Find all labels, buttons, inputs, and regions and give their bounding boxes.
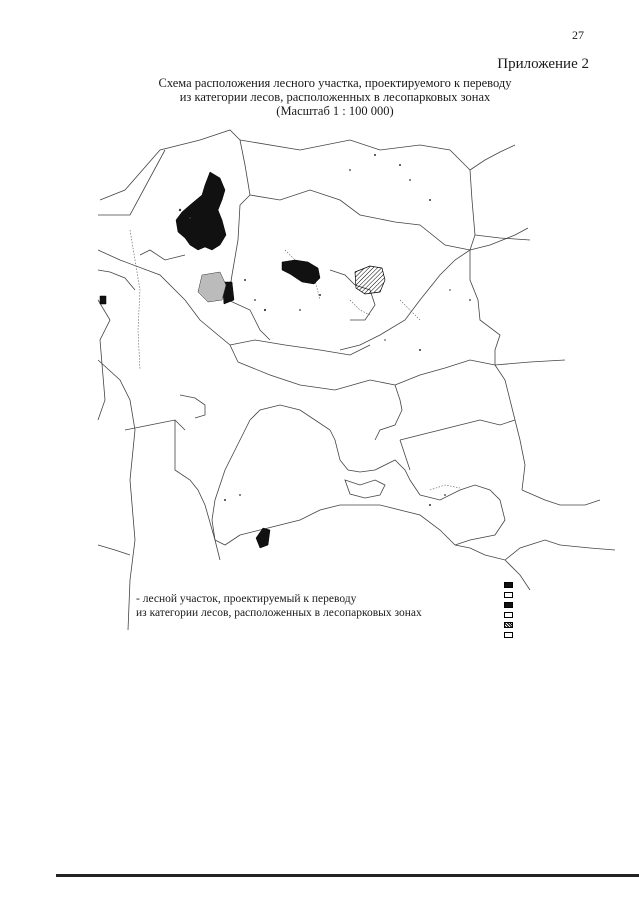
legend-swatch-white bbox=[504, 632, 513, 638]
legend-row bbox=[504, 612, 556, 618]
hatched-plot bbox=[355, 266, 385, 294]
legend-caption-line2: из категории лесов, расположенных в лесопарковых зонах bbox=[136, 607, 422, 619]
legend-swatch-black bbox=[504, 602, 513, 608]
map-scale: (Масштаб 1 : 100 000) bbox=[276, 104, 394, 118]
legend-row bbox=[504, 592, 556, 598]
forest-plot-north bbox=[176, 172, 226, 250]
forest-plot-west-small bbox=[100, 296, 106, 304]
legend-row bbox=[504, 582, 556, 588]
appendix-label: Приложение 2 bbox=[497, 56, 589, 72]
grey-plot bbox=[198, 272, 226, 302]
legend-row bbox=[504, 632, 556, 638]
page-number: 27 bbox=[572, 28, 584, 42]
map-title-line2: из категории лесов, расположенных в лесопарковых зонах bbox=[179, 90, 491, 104]
legend-swatch-black bbox=[504, 582, 513, 588]
forest-plot-east bbox=[282, 260, 320, 284]
legend-caption bbox=[136, 592, 422, 620]
map-legend bbox=[504, 578, 556, 710]
bottom-rule bbox=[56, 874, 639, 877]
legend-row bbox=[504, 602, 556, 608]
legend-swatch-white bbox=[504, 612, 513, 618]
forest-plots bbox=[100, 172, 320, 548]
map-title-line1: Схема расположения лесного участка, проектируемого к переводу bbox=[158, 76, 512, 90]
legend-caption-line1: - лесной участок, проектируемый к переводу bbox=[136, 593, 357, 605]
legend-row bbox=[504, 622, 556, 628]
legend-swatch-white bbox=[504, 592, 513, 598]
legend-swatch-hatched bbox=[504, 622, 513, 628]
boundary-lines bbox=[98, 130, 615, 630]
map-speckles bbox=[179, 154, 471, 506]
forest-plot-south bbox=[256, 528, 270, 548]
